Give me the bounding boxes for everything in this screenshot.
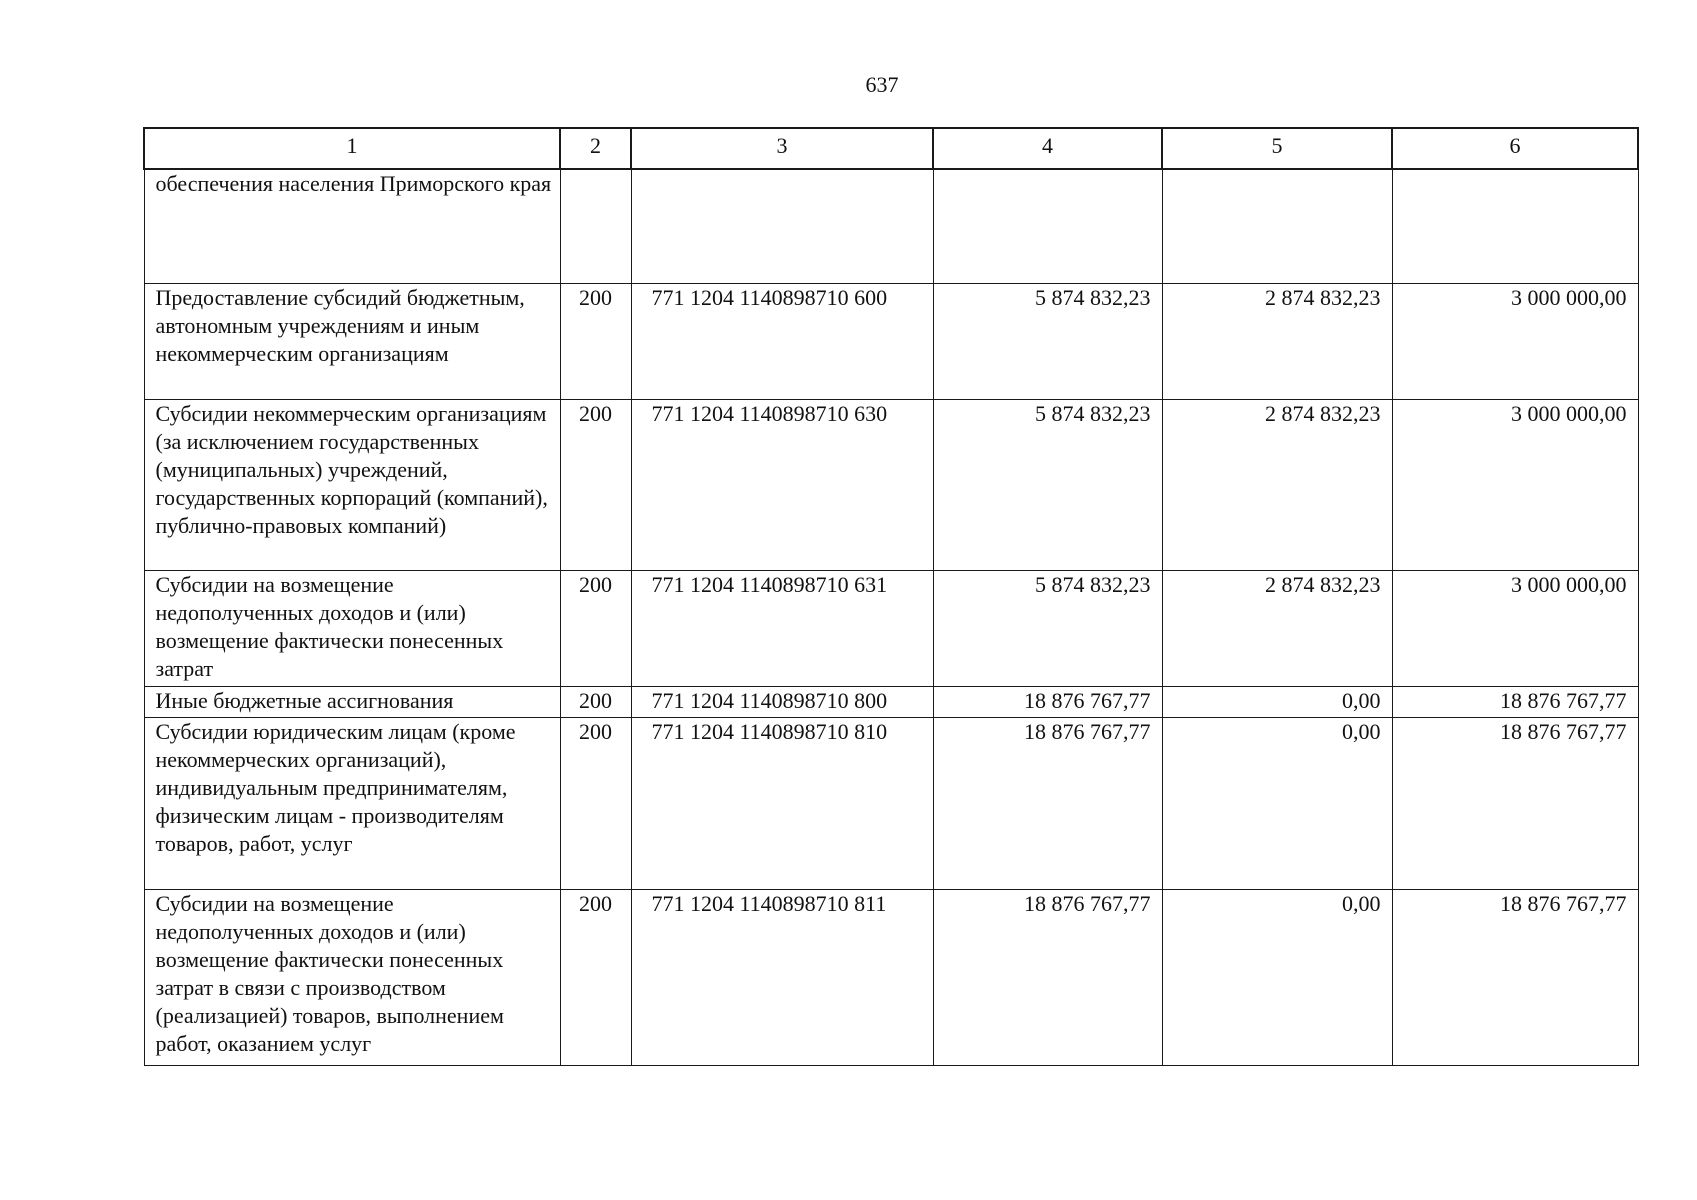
row-name-cell: Предоставление субсидий бюджетным, автономным учреждениям и иным некоммерческим организациям [144,283,560,399]
table-row [144,399,1638,570]
row-value-5-cell: 0,00 [1162,889,1392,1065]
row-value-4-cell: 5 874 832,23 [933,570,1162,686]
row-name-cell: Субсидии на возмещение недополученных доходов и (или) возмещение фактически понесенных затрат в связи с производством (реализацией) товаров, выполнением работ, оказанием услуг [144,889,560,1065]
column-header-3: 3 [631,128,933,169]
row-value-4-cell: 5 874 832,23 [933,283,1162,399]
row-name-cell: Иные бюджетные ассигнования [144,686,560,717]
row-kbk-cell [631,169,933,283]
row-code-cell [560,169,631,283]
row-value-5-cell: 0,00 [1162,717,1392,889]
row-code-cell: 200 [560,686,631,717]
row-value-6-cell: 18 876 767,77 [1392,686,1638,717]
row-name-cell: Субсидии некоммерческим организациям (за исключением государственных (муниципальных) учреждений, государственных корпораций (компаний), публично-правовых компаний) [144,399,560,570]
row-kbk-cell: 771 1204 1140898710 800 [631,686,933,717]
row-value-4-cell: 18 876 767,77 [933,889,1162,1065]
table-row [144,889,1638,1065]
row-value-5-cell: 0,00 [1162,686,1392,717]
row-value-5-cell: 2 874 832,23 [1162,570,1392,686]
row-code-cell: 200 [560,717,631,889]
row-value-4-cell: 5 874 832,23 [933,399,1162,570]
row-kbk-cell: 771 1204 1140898710 811 [631,889,933,1065]
row-value-4-cell [933,169,1162,283]
column-header-2: 2 [560,128,631,169]
row-value-4-cell: 18 876 767,77 [933,686,1162,717]
column-header-5: 5 [1162,128,1392,169]
row-value-6-cell [1392,169,1638,283]
row-code-cell: 200 [560,570,631,686]
row-value-5-cell [1162,169,1392,283]
row-name-cell: Субсидии юридическим лицам (кроме некоммерческих организаций), индивидуальным предпринимателям, физическим лицам - производителям товаров, работ, услуг [144,717,560,889]
row-kbk-cell: 771 1204 1140898710 810 [631,717,933,889]
column-header-1: 1 [144,128,560,169]
table-row [144,686,1638,717]
row-kbk-cell: 771 1204 1140898710 631 [631,570,933,686]
row-code-cell: 200 [560,889,631,1065]
row-value-5-cell: 2 874 832,23 [1162,399,1392,570]
row-value-6-cell: 3 000 000,00 [1392,283,1638,399]
table-row [144,169,1638,283]
row-value-6-cell: 18 876 767,77 [1392,717,1638,889]
row-code-cell: 200 [560,399,631,570]
column-header-4: 4 [933,128,1162,169]
table-header-row [144,128,1638,169]
row-name-cell: Субсидии на возмещение недополученных доходов и (или) возмещение фактически понесенных затрат [144,570,560,686]
row-kbk-cell: 771 1204 1140898710 600 [631,283,933,399]
row-value-6-cell: 3 000 000,00 [1392,399,1638,570]
table-row [144,717,1638,889]
budget-table [143,127,1639,1066]
row-kbk-cell: 771 1204 1140898710 630 [631,399,933,570]
row-value-4-cell: 18 876 767,77 [933,717,1162,889]
row-value-6-cell: 18 876 767,77 [1392,889,1638,1065]
row-value-5-cell: 2 874 832,23 [1162,283,1392,399]
row-code-cell: 200 [560,283,631,399]
table-row [144,283,1638,399]
row-name-cell: обеспечения населения Приморского края [144,169,560,283]
column-header-6: 6 [1392,128,1638,169]
table-row [144,570,1638,686]
page-number: 637 [865,72,899,97]
row-value-6-cell: 3 000 000,00 [1392,570,1638,686]
